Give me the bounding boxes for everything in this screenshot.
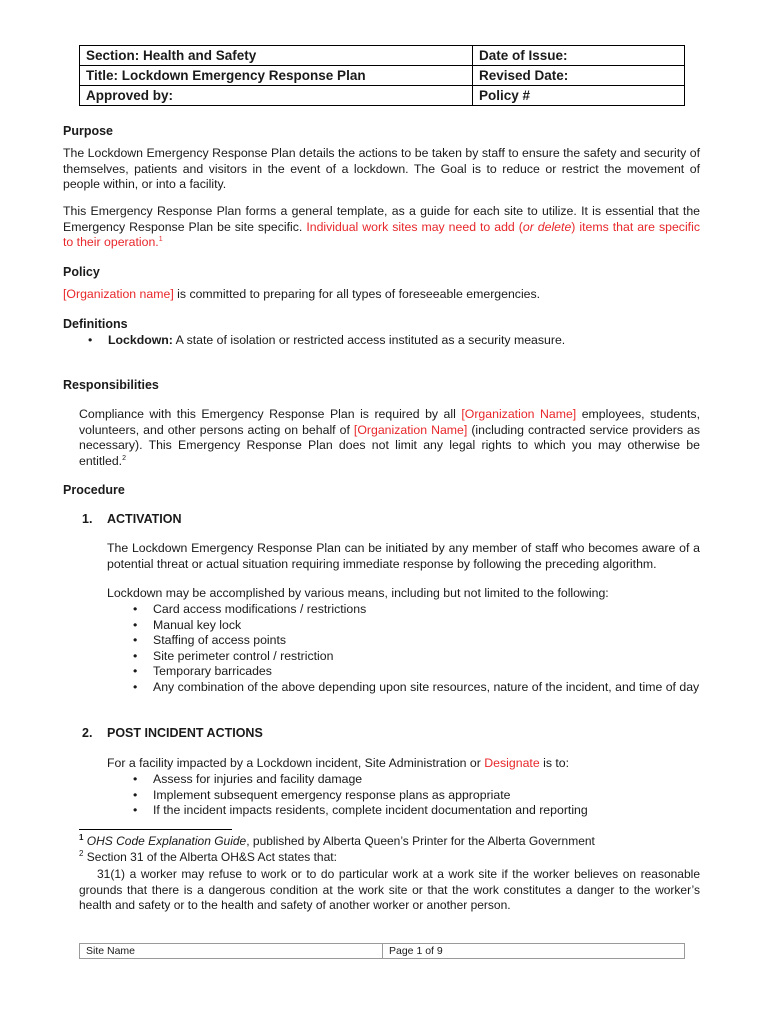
purpose-heading: Purpose: [63, 124, 114, 138]
list-item: [133, 664, 700, 680]
footer-table: [79, 943, 685, 959]
purpose-paragraph-1: The Lockdown Emergency Response Plan details the actions to be taken by staff to ensure the safety and security of themselves, patients and visitors in the event of a lockdown. The Goal is to reduce or restrict the movement of people within, or into a facility.: [63, 146, 700, 192]
section-2-number: 2.: [82, 726, 93, 740]
revised-date-cell: Revised Date:: [473, 66, 685, 86]
list-item-text: Staffing of access points: [153, 633, 287, 648]
bullet: •: [133, 633, 138, 648]
red-text: [Organization Name]: [353, 422, 468, 437]
bullet: •: [133, 602, 138, 616]
footer-row: [80, 944, 685, 959]
bullet: •: [133, 787, 138, 802]
footnote-2-quote: 31(1) a worker may refuse to work or to do particular work at a work site if the worker believes on reasonable grounds that there is a dangerous condition at the work site or that the work constitutes a danger to the worker’s health and safety or to the health and safety of another worker or another person.: [79, 867, 700, 913]
list-item-text: Manual key lock: [153, 617, 242, 632]
list-item-text: Temporary barricades: [153, 664, 272, 679]
page-number-cell: Page 1 of 9: [383, 944, 685, 959]
red-text: ) items that are specific to their operation.: [63, 219, 700, 250]
list-item: [133, 787, 700, 804]
text-span: is committed to preparing for all types of foreseeable emergencies.: [173, 287, 541, 301]
definitions-heading: Definitions: [63, 317, 128, 331]
list-item-text: Assess for injuries and facility damage: [153, 772, 363, 786]
text-span: Compliance with this Emergency Response Plan is required by all: [79, 407, 462, 421]
list-item: [133, 803, 700, 819]
list-item-text: Any combination of the above depending upon site resources, nature of the incident, and time of day: [153, 679, 700, 694]
list-item-text: Card access modifications / restrictions: [153, 602, 367, 616]
list-item-text: Implement subsequent emergency response plans as appropriate: [153, 787, 511, 802]
footnote-2: [79, 850, 700, 866]
text-span: (including contracted service providers as necessary). This Emergency Response Plan does not limit any legal rights to which you may otherwise be entitled.: [79, 422, 700, 468]
red-italic-text: or delete: [522, 219, 572, 234]
footnote-number: 1: [79, 833, 84, 842]
date-of-issue-cell: Date of Issue:: [473, 46, 685, 66]
bullet: •: [133, 664, 138, 679]
list-item-text: If the incident impacts residents, complete incident documentation and reporting: [153, 803, 588, 818]
approved-by-cell: Approved by:: [80, 86, 473, 106]
red-text: Designate: [484, 756, 540, 770]
section-2-title: POST INCIDENT ACTIONS: [107, 726, 263, 740]
text-span: A state of isolation or restricted access instituted as a security measure.: [172, 333, 566, 347]
text-span: Section 31 of the Alberta OH&S Act states that:: [83, 850, 337, 864]
definitions-list: [88, 333, 700, 349]
bullet: •: [133, 648, 138, 663]
list-item: [133, 679, 700, 696]
text-span: is to:: [539, 756, 570, 770]
bullet: •: [88, 333, 93, 347]
section-cell: Section: Health and Safety: [80, 46, 473, 66]
section-1-number: 1.: [82, 512, 93, 526]
header-table: [79, 45, 685, 106]
list-item: [133, 772, 700, 788]
activation-paragraph-1: The Lockdown Emergency Response Plan can be initiated by any member of staff who becomes aware of a potential threat or actual situation requiring immediate response by following the preceding algorithm.: [107, 541, 700, 571]
footnote-ref: 2: [122, 454, 126, 462]
header-row: [80, 86, 685, 106]
header-row: [80, 66, 685, 86]
text-span: For a facility impacted by a Lockdown incident, Site Administration or: [107, 756, 485, 770]
header-row: [80, 46, 685, 66]
italic-text: OHS Code Explanation Guide: [86, 834, 247, 848]
footnote-ref: 1: [158, 236, 163, 244]
list-item: [88, 333, 700, 349]
bullet: •: [133, 679, 138, 694]
bullet: •: [133, 772, 138, 786]
procedure-heading: Procedure: [63, 483, 125, 497]
list-item: [133, 617, 700, 634]
policy-number-cell: Policy #: [473, 86, 685, 106]
text-span: employees, students, volunteers, and other persons acting on behalf of: [79, 407, 700, 437]
list-item: [133, 602, 700, 618]
list-item: [133, 648, 700, 665]
policy-heading: Policy: [63, 265, 100, 279]
section-1-title: ACTIVATION: [107, 512, 182, 526]
list-item: [133, 633, 700, 649]
red-text: [Organization Name]: [461, 407, 577, 421]
responsibilities-paragraph: [79, 407, 700, 469]
red-text: [Organization name]: [63, 287, 174, 301]
list-item-text: Site perimeter control / restriction: [153, 648, 334, 663]
post-incident-paragraph: [107, 756, 700, 772]
post-incident-list: [133, 772, 700, 819]
responsibilities-heading: Responsibilities: [63, 378, 159, 392]
bullet: •: [133, 803, 138, 818]
footnote-number: 2: [79, 849, 84, 858]
activation-list: [133, 602, 700, 696]
title-cell: Title: Lockdown Emergency Response Plan: [80, 66, 473, 86]
red-text: Individual work sites may need to add (: [306, 219, 523, 234]
policy-paragraph: [63, 287, 700, 303]
footnote-separator: [79, 829, 232, 830]
text-span: This Emergency Response Plan forms a general template, as a guide for each site to utilize. It is essential that the Emergency Response Plan be site specific.: [63, 204, 700, 234]
purpose-paragraph-2: [63, 204, 700, 251]
term: Lockdown:: [108, 333, 173, 347]
bullet: •: [133, 617, 138, 632]
footnote-1: [79, 834, 700, 850]
site-name-cell: Site Name: [80, 944, 383, 959]
activation-paragraph-2: Lockdown may be accomplished by various means, including but not limited to the following:: [107, 586, 609, 600]
text-span: , published by Alberta Queen’s Printer for the Alberta Government: [246, 834, 595, 848]
